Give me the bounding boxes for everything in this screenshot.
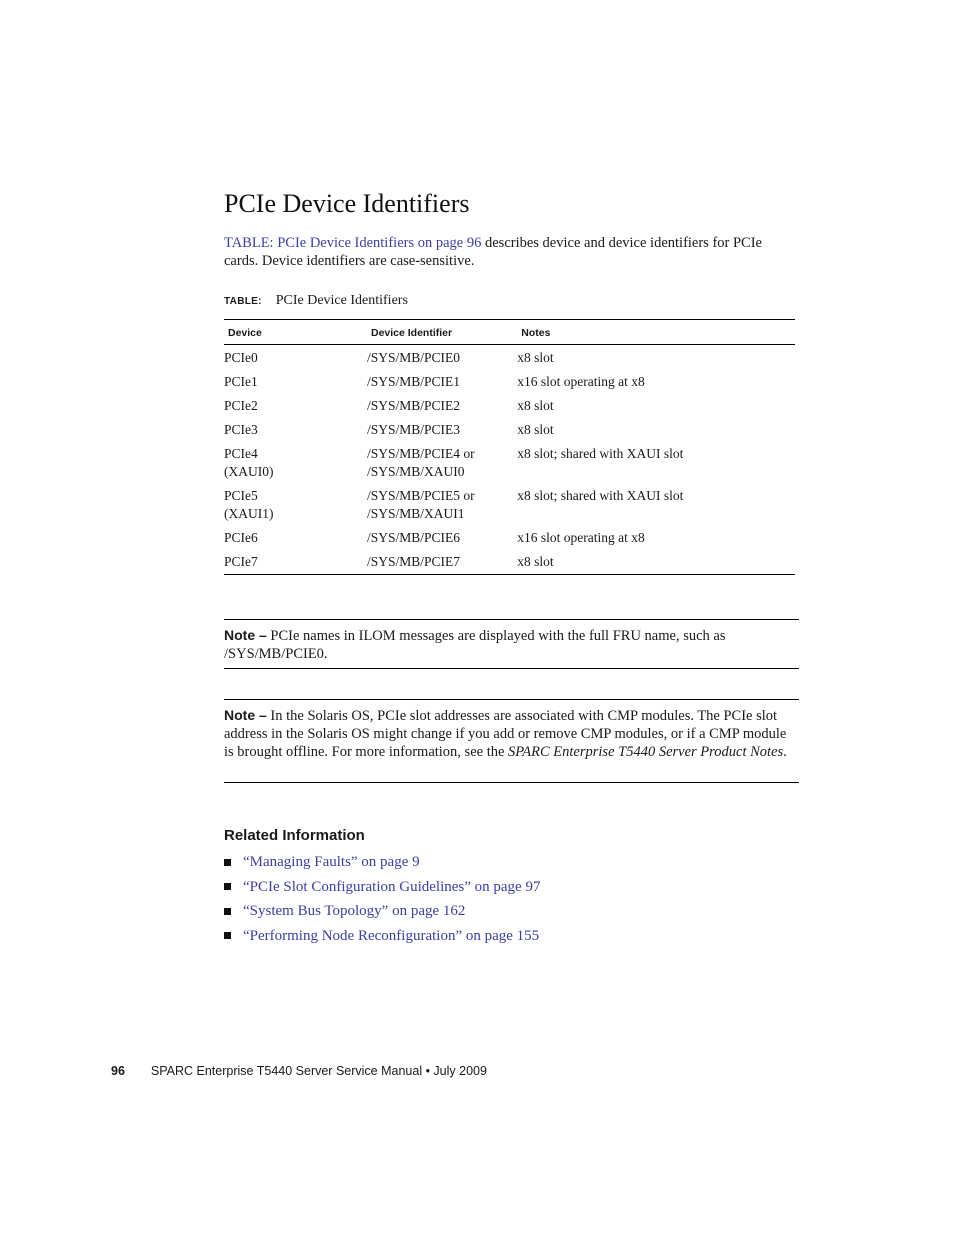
cell-device-identifier-text: /SYS/MB/PCIE6 bbox=[366, 530, 461, 545]
cell-device-text: (XAUI0) bbox=[224, 464, 274, 479]
related-link-node-reconfiguration[interactable]: “Performing Node Reconfiguration” on page 155 bbox=[243, 927, 540, 944]
table-row bbox=[224, 441, 795, 483]
cell-device-text: PCIe2 bbox=[224, 398, 258, 413]
cell-device-identifier bbox=[367, 345, 517, 370]
cell-device bbox=[224, 417, 367, 441]
cell-device-text: PCIe4 bbox=[224, 446, 258, 461]
column-header-notes: Notes bbox=[517, 320, 795, 345]
list-item bbox=[224, 924, 540, 949]
cell-device-identifier-text: /SYS/MB/PCIE1 bbox=[366, 374, 461, 389]
table-row bbox=[224, 369, 795, 393]
cell-notes-text: x16 slot operating at x8 bbox=[517, 530, 645, 545]
footer-text: SPARC Enterprise T5440 Server Service Manual • July 2009 bbox=[150, 1064, 487, 1078]
table-row bbox=[224, 393, 795, 417]
cell-notes bbox=[517, 369, 795, 393]
page-footer bbox=[111, 1062, 487, 1080]
bullet-icon bbox=[224, 932, 231, 939]
cell-device bbox=[224, 369, 367, 393]
cell-notes bbox=[517, 441, 795, 483]
cell-notes-text: x16 slot operating at x8 bbox=[517, 374, 645, 389]
bullet-icon bbox=[224, 908, 231, 915]
cell-notes-text: x8 slot bbox=[517, 398, 554, 413]
cell-device-identifier-text: /SYS/MB/PCIE0 bbox=[366, 350, 461, 365]
cell-device-identifier bbox=[367, 441, 517, 483]
cell-device-text: PCIe1 bbox=[224, 374, 258, 389]
cell-device-identifier-text: /SYS/MB/PCIE3 bbox=[366, 422, 461, 437]
cell-device-identifier-text: /SYS/MB/XAUI0 bbox=[366, 464, 465, 479]
bullet-icon bbox=[224, 859, 231, 866]
cell-device-identifier-text: /SYS/MB/XAUI1 bbox=[366, 506, 465, 521]
cell-device-identifier bbox=[367, 369, 517, 393]
cell-notes bbox=[517, 549, 795, 575]
cell-notes bbox=[517, 417, 795, 441]
note-label: Note – bbox=[224, 627, 267, 643]
cell-notes bbox=[517, 345, 795, 370]
cell-notes-text: x8 slot; shared with XAUI slot bbox=[517, 488, 684, 503]
bullet-icon bbox=[224, 883, 231, 890]
cell-device bbox=[224, 483, 367, 525]
table-row bbox=[224, 525, 795, 549]
table-caption-tag: TABLE: bbox=[224, 296, 262, 307]
table-cross-reference-link[interactable]: TABLE: PCIe Device Identifiers on page 96 bbox=[224, 235, 482, 251]
cell-device-text: PCIe6 bbox=[224, 530, 258, 545]
cell-device bbox=[224, 345, 367, 370]
table-row bbox=[224, 417, 795, 441]
list-item bbox=[224, 850, 540, 875]
cell-device-identifier bbox=[367, 549, 517, 575]
cell-notes bbox=[517, 483, 795, 525]
cell-device bbox=[224, 393, 367, 417]
related-link-managing-faults[interactable]: “Managing Faults” on page 9 bbox=[243, 854, 420, 871]
cell-device bbox=[224, 441, 367, 483]
cell-notes bbox=[517, 525, 795, 549]
table-header-row bbox=[224, 320, 795, 345]
column-header-device: Device bbox=[224, 320, 367, 345]
cell-device-identifier-text: /SYS/MB/PCIE2 bbox=[366, 398, 461, 413]
cell-device bbox=[224, 549, 367, 575]
column-header-device-identifier: Device Identifier bbox=[367, 320, 517, 345]
cell-notes-text: x8 slot; shared with XAUI slot bbox=[517, 446, 684, 461]
list-item bbox=[224, 899, 540, 924]
cell-device-text: PCIe3 bbox=[224, 422, 258, 437]
note-solaris-slot-addresses bbox=[224, 699, 799, 783]
cell-device-identifier-text: /SYS/MB/PCIE5 or bbox=[366, 488, 475, 503]
table-caption-title: PCIe Device Identifiers bbox=[275, 293, 408, 308]
note-text: PCIe names in ILOM messages are displayed with the full FRU name, such as /SYS/MB/PCIE0. bbox=[224, 628, 726, 662]
page-title: PCIe Device Identifiers bbox=[224, 189, 470, 218]
related-links-list bbox=[224, 850, 540, 948]
cell-notes-text: x8 slot bbox=[517, 350, 554, 365]
cell-notes-text: x8 slot bbox=[517, 554, 554, 569]
table-row bbox=[224, 549, 795, 575]
cell-device-identifier bbox=[367, 525, 517, 549]
note-label: Note – bbox=[224, 707, 267, 723]
related-information-heading: Related Information bbox=[224, 827, 365, 844]
cell-device-identifier bbox=[367, 393, 517, 417]
cell-device-identifier-text: /SYS/MB/PCIE4 or bbox=[366, 446, 475, 461]
table-caption bbox=[224, 292, 408, 311]
product-notes-title: SPARC Enterprise T5440 Server Product Notes bbox=[508, 744, 784, 760]
cell-device-identifier bbox=[367, 417, 517, 441]
table-row bbox=[224, 483, 795, 525]
device-identifiers-table bbox=[224, 319, 795, 575]
cell-device-text: PCIe7 bbox=[224, 554, 258, 569]
cell-device-identifier bbox=[367, 483, 517, 525]
note-text-end: . bbox=[783, 744, 787, 760]
related-link-system-bus-topology[interactable]: “System Bus Topology” on page 162 bbox=[243, 903, 466, 920]
related-link-pcie-slot-guidelines[interactable]: “PCIe Slot Configuration Guidelines” on page 97 bbox=[243, 878, 541, 895]
table-row bbox=[224, 345, 795, 370]
cell-notes-text: x8 slot bbox=[517, 422, 554, 437]
cell-device-identifier-text: /SYS/MB/PCIE7 bbox=[366, 554, 461, 569]
list-item bbox=[224, 875, 540, 900]
intro-text: describes device and device identifiers for PCIe cards. Device identifiers are case-sensitive. bbox=[224, 235, 762, 269]
note-ilom-names bbox=[224, 619, 799, 669]
cell-device bbox=[224, 525, 367, 549]
cell-device-text: PCIe5 bbox=[224, 488, 258, 503]
cell-device-text: (XAUI1) bbox=[224, 506, 274, 521]
intro-paragraph bbox=[224, 234, 799, 270]
cell-notes bbox=[517, 393, 795, 417]
page-number: 96 bbox=[111, 1064, 125, 1078]
cell-device-text: PCIe0 bbox=[224, 350, 258, 365]
note-text: In the Solaris OS, PCIe slot addresses are associated with CMP modules. The PCIe slot address in the Solaris OS might change if you add or remove CMP modules, or if a CMP module is brought offline. For more information, see the bbox=[224, 708, 787, 760]
